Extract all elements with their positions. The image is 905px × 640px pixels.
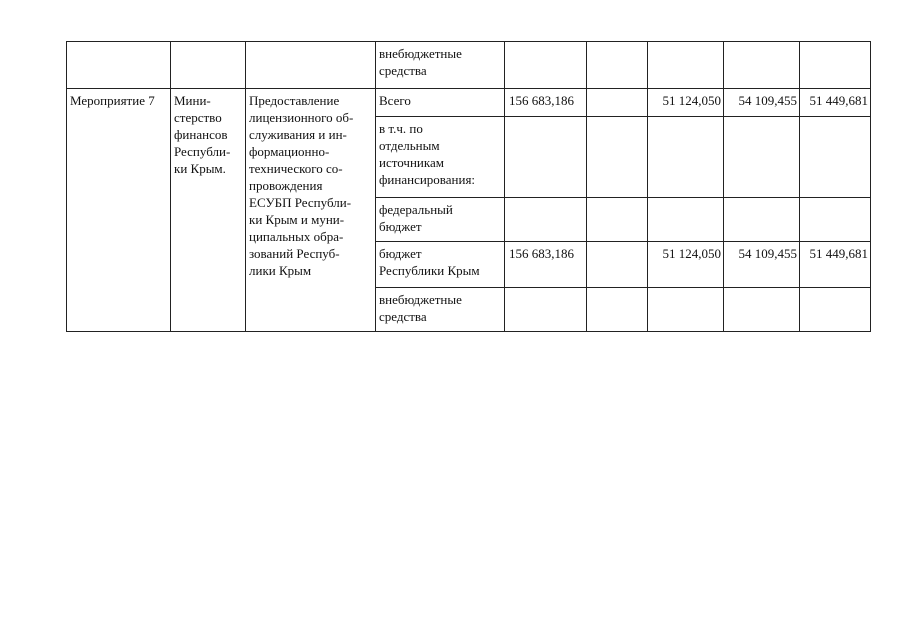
cell-funding-source: внебюджетные средства [376, 288, 505, 332]
cell-year-3 [724, 288, 800, 332]
cell-description: Предоставление лицензионного об- служивания и ин- формационно- технического со- провождения ЕСУБП Республи- ки Крым и муни- ципальных обра- зований Респуб- лики Крым [246, 89, 376, 332]
cell-measure-name: Мероприятие 7 [67, 89, 171, 332]
funding-table [66, 41, 871, 332]
cell-funding-source: внебюджетные средства [376, 42, 505, 89]
cell-year-1 [587, 89, 648, 117]
cell-year-4: 51 449,681 [800, 242, 871, 288]
cell-year-4 [800, 42, 871, 89]
cell-funding-source: в т.ч. по отдельным источникам финансирования: [376, 117, 505, 198]
cell-year-3 [724, 42, 800, 89]
table-row [67, 42, 871, 89]
cell-year-2 [648, 117, 724, 198]
cell-year-1 [587, 42, 648, 89]
table-row [67, 89, 871, 117]
cell-year-2: 51 124,050 [648, 242, 724, 288]
cell-year-2 [648, 288, 724, 332]
cell-executor: Мини- стерство финансов Республи- ки Крым. [171, 89, 246, 332]
cell-year-1 [587, 242, 648, 288]
cell-year-3 [724, 117, 800, 198]
cell-funding-source: федеральный бюджет [376, 198, 505, 242]
cell-year-4 [800, 117, 871, 198]
cell-description-empty [246, 42, 376, 89]
cell-funding-source: бюджет Республики Крым [376, 242, 505, 288]
cell-year-2 [648, 42, 724, 89]
cell-total [505, 117, 587, 198]
cell-year-3: 54 109,455 [724, 89, 800, 117]
cell-measure-empty [67, 42, 171, 89]
cell-year-2 [648, 198, 724, 242]
cell-year-4 [800, 198, 871, 242]
cell-total [505, 288, 587, 332]
cell-year-4: 51 449,681 [800, 89, 871, 117]
cell-year-2: 51 124,050 [648, 89, 724, 117]
cell-year-1 [587, 288, 648, 332]
cell-year-4 [800, 288, 871, 332]
cell-executor-empty [171, 42, 246, 89]
cell-year-1 [587, 117, 648, 198]
cell-total [505, 198, 587, 242]
cell-year-3: 54 109,455 [724, 242, 800, 288]
cell-total: 156 683,186 [505, 242, 587, 288]
cell-year-3 [724, 198, 800, 242]
cell-total: 156 683,186 [505, 89, 587, 117]
cell-funding-source: Всего [376, 89, 505, 117]
cell-year-1 [587, 198, 648, 242]
cell-total [505, 42, 587, 89]
